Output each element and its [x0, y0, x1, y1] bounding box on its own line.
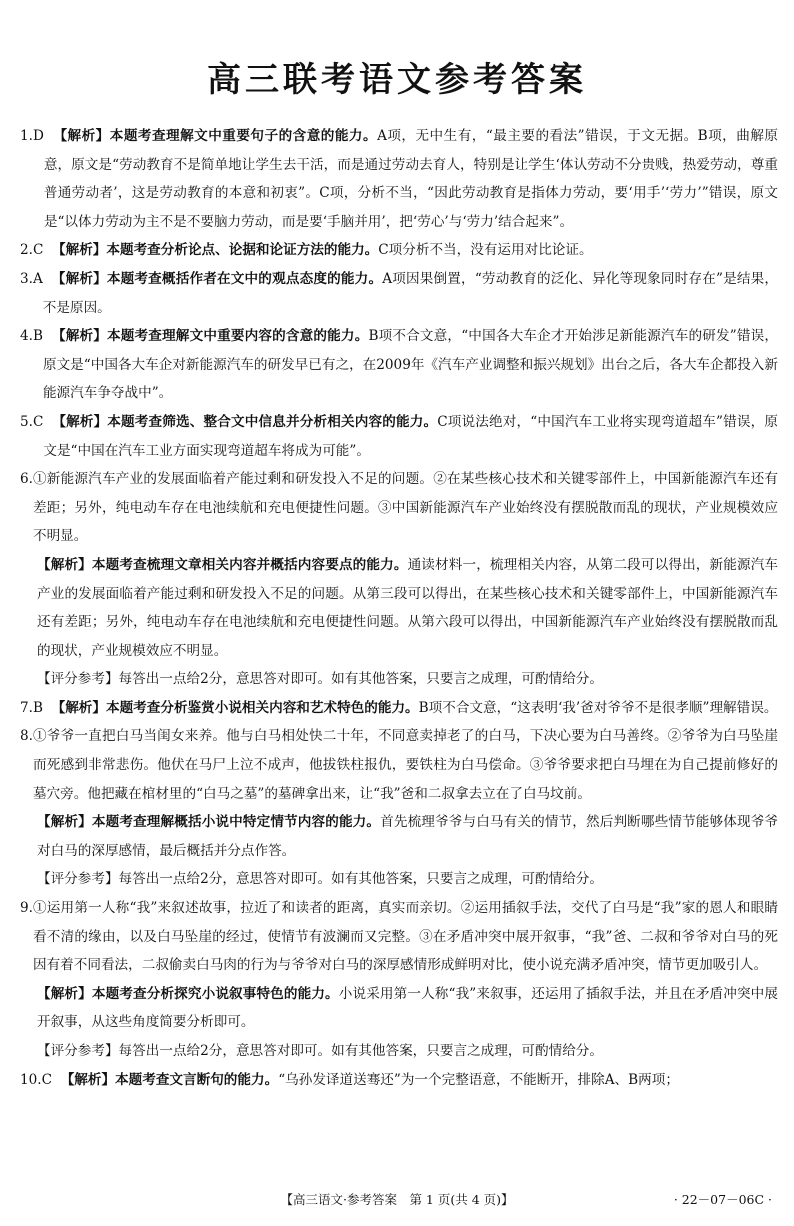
answer-item — [20, 694, 778, 723]
question-number: 1.D — [20, 128, 44, 144]
analysis-text: B项不合文意，“这表明‘我’爸对爷爷不是很孝顺”理解错误。 — [418, 699, 778, 716]
answer-body — [52, 1066, 778, 1095]
answer-body — [33, 722, 778, 808]
scoring-reference: 【评分参考】每答出一点给2分，意思答对即可。如有其他答案，只要言之成理，可酌情给分。 — [37, 1043, 603, 1059]
analysis-tag: 【解析】本题考查理解文中重要内容的含意的能力。 — [51, 328, 369, 345]
answer-text: ①运用第一人称“我”来叙述故事，拉近了和读者的距离，真实而亲切。②运用插叙手法，交代了白马是“我”家的恩人和眼睛看不清的缘由，以及白马坠崖的经过，使情节有波澜而又完整。③在矛盾冲突中展开叙事，“我”爸、二叔和爷爷对白马的死因有着不同看法，二叔偷卖白马肉的行为与爷爷对白马的深厚感情形成鲜明对比，使小说充满矛盾冲突，情节更加吸引人。 — [32, 900, 778, 974]
answer-body — [33, 465, 778, 551]
answer-body — [43, 265, 778, 322]
answer-item — [20, 265, 778, 322]
analysis-text: C项说法绝对，“中国汽车工业将实现弯道超车”错误，原文是“中国在汽车工业方面实现弯道超车将成为可能”。 — [43, 413, 778, 459]
answer-item — [20, 465, 778, 694]
analysis-tag: 【解析】本题考查筛选、整合文中信息并分析相关内容的能力。 — [52, 413, 438, 430]
analysis-paragraph — [20, 808, 778, 865]
question-number: 8. — [20, 728, 33, 745]
answer-list — [20, 122, 778, 1094]
analysis-text: 通读材料一，梳理相关内容，从第二段可以得出，新能源汽车产业的发展面临着产能过剩和研发投入不足的问题。从第三段可以得出，在某些核心技术和关键零部件上，中国新能源汽车还有差距；另外，纯电动车存在电池续航和充电便捷性问题。从第六段可以得出，中国新能源汽车产业始终没有摆脱散而乱的现状，产业规模效应不明显。 — [37, 556, 779, 659]
analysis-tag: 【解析】本题考查理解文中重要句子的含意的能力。 — [53, 128, 378, 144]
analysis-text: 首先梳理爷爷与白马有关的情节，然后判断哪些情节能够体现爷爷对白马的深厚感情，最后概括并分点作答。 — [37, 814, 779, 859]
answer-item — [20, 408, 778, 465]
question-number: 7.B — [20, 699, 43, 716]
question-number: 4.B — [20, 328, 43, 345]
scoring-reference: 【评分参考】每答出一点给2分，意思答对即可。如有其他答案，只要言之成理，可酌情给分。 — [37, 871, 603, 888]
analysis-tag: 【解析】本题考查分析论点、论据和论证方法的能力。 — [52, 242, 379, 259]
analysis-text: 小说采用第一人称“我”来叙事，还运用了插叙手法，并且在矛盾冲突中展开叙事，从这些角度简要分析即可。 — [37, 985, 778, 1031]
answer-text: ①爷爷一直把白马当闺女来养。他与白马相处快二十年，不同意卖掉老了的白马，下决心要为白马善终。②爷爷为白马坠崖而死感到非常悲伤。他伏在马尸上泣不成声，他拔铁柱报仇，要铁柱为白马偿命。③爷爷要求把白马埋在为自己提前修好的墓穴旁。他把藏在棺材里的“白马之墓”的墓碑拿出来，让“我”爸和二叔拿去立在了白马坟前。 — [32, 728, 778, 802]
footer-code: · 22－07－06C · — [673, 1192, 772, 1207]
analysis-text: A项，无中生有，“最主要的看法”错误，于文无据。B项，曲解原意，原文是“劳动教育不是简单地让学生去干活，而是通过劳动去育人，特别是让学生‘体认劳动不分贵贱，热爱劳动，尊重普通劳动者’，这是劳动教育的本意和初衷”。C项，分析不当，“因此劳动教育是指体力劳动，要‘用手’‘劳力’”错误，原文是“以体力劳动为主不是不要脑力劳动，而是要‘手脑并用’，把‘劳心’与‘劳力’结合起来”。 — [43, 128, 778, 230]
answer-body — [44, 122, 778, 236]
analysis-text: C项分析不当，没有运用对比论证。 — [378, 242, 593, 259]
answer-body — [33, 894, 778, 980]
answer-item — [20, 894, 778, 1066]
analysis-paragraph — [20, 551, 778, 665]
answer-body — [43, 694, 778, 723]
analysis-tag: 【解析】本题考查分析探究小说叙事特色的能力。 — [37, 985, 339, 1002]
answer-item — [20, 236, 778, 265]
question-number: 6. — [20, 471, 33, 488]
answer-item — [20, 322, 778, 408]
question-number: 10.C — [20, 1071, 53, 1088]
answer-body — [43, 322, 778, 408]
answer-item — [20, 722, 778, 894]
question-number: 5.C — [20, 413, 44, 430]
answer-item — [20, 122, 778, 236]
question-number: 9. — [20, 900, 33, 917]
answer-text: ①新能源汽车产业的发展面临着产能过剩和研发投入不足的问题。②在某些核心技术和关键零部件上，中国新能源汽车还有差距；另外，纯电动车存在电池续航和充电便捷性问题。③中国新能源汽车产业始终没有摆脱散而乱的现状，产业规模效应不明显。 — [32, 471, 778, 545]
analysis-tag: 【解析】本题考查概括作者在文中的观点态度的能力。 — [51, 270, 383, 287]
analysis-text: “乌孙发译道送骞还”为一个完整语意，不能断开，排除A、B两项； — [278, 1071, 679, 1088]
answer-body — [43, 408, 778, 465]
analysis-tag: 【解析】本题考查文言断句的能力。 — [60, 1071, 279, 1088]
analysis-text: A项因果倒置，“劳动教育的泛化、异化等现象同时存在”是结果，不是原因。 — [42, 270, 778, 316]
footer-page-label: 【高三语文·参考答案 第 1 页(共 4 页)】 — [280, 1192, 514, 1207]
analysis-tag: 【解析】本题考查分析鉴赏小说相关内容和艺术特色的能力。 — [51, 699, 419, 716]
analysis-tag: 【解析】本题考查理解概括小说中特定情节内容的能力。 — [37, 814, 381, 831]
analysis-text: B项不合文意，“中国各大车企才开始涉足新能源汽车的研发”错误，原文是“中国各大车企对新能源汽车的研发早已有之，在2009年《汽车产业调整和振兴规划》出台之后，各大车企都投入新能源汽车争夺战中”。 — [42, 328, 779, 402]
answer-body — [43, 236, 778, 265]
page-footer — [0, 1190, 794, 1214]
scoring-reference: 【评分参考】每答出一点给2分，意思答对即可。如有其他答案，只要言之成理，可酌情给分。 — [37, 671, 603, 688]
analysis-tag: 【解析】本题考查梳理文章相关内容并概括内容要点的能力。 — [37, 556, 408, 573]
page-title: 高三联考语文参考答案 — [207, 60, 587, 100]
analysis-paragraph — [20, 980, 778, 1037]
answer-item — [20, 1066, 778, 1095]
question-number: 3.A — [20, 270, 43, 287]
question-number: 2.C — [20, 242, 44, 259]
